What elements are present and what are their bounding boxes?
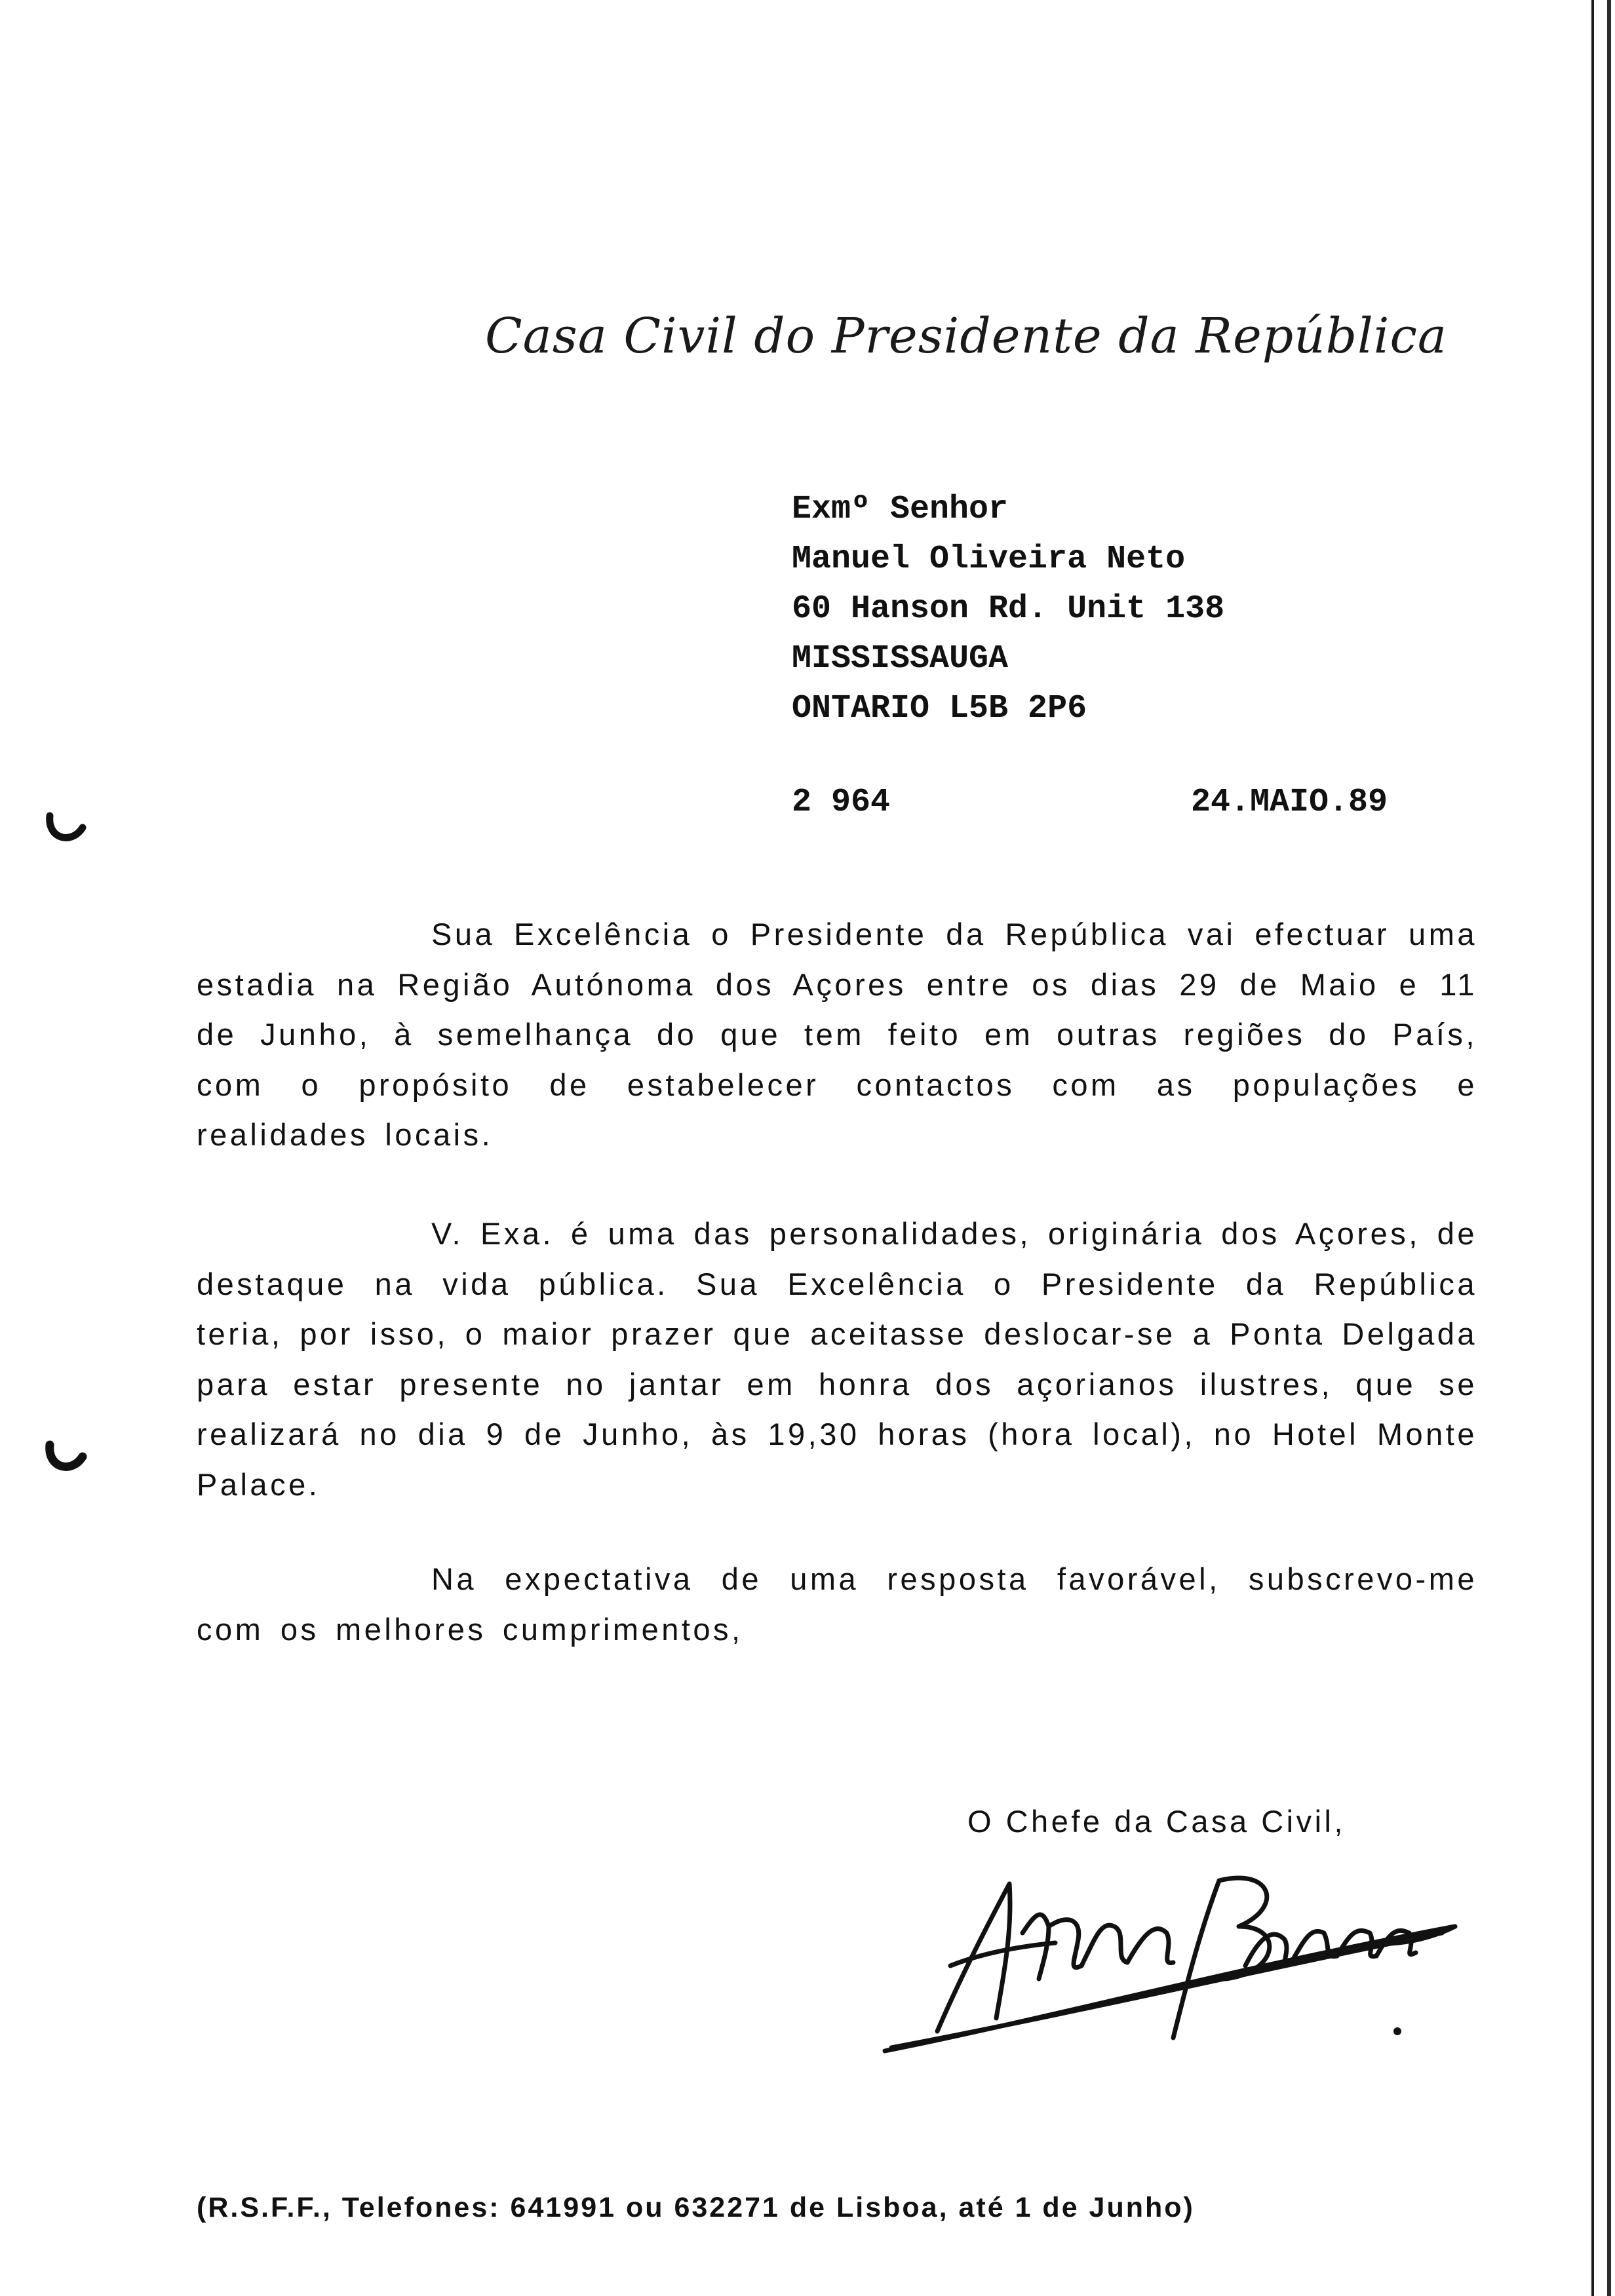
paragraph-1-text: Sua Excelência o Presidente da República vai efectuar uma estadia na Região Autónoma dos Açores entre os dias 29 de Maio e 11 de Junho, à semelhança do que tem feito em outras regiões do País, com o propósito de estabelecer contactos com as populações e realidades locais.	[197, 917, 1477, 1152]
closing-title: O Chefe da Casa Civil,	[967, 1804, 1346, 1839]
recipient-name: Manuel Oliveira Neto	[792, 541, 1186, 578]
letterhead: Casa Civil do Presidente da República	[485, 308, 1448, 364]
recipient-address	[792, 485, 1224, 734]
punch-hole-mark	[42, 1432, 88, 1478]
recipient-province: ONTARIO L5B 2P6	[792, 690, 1087, 727]
paragraph-2	[197, 1209, 1477, 1510]
paragraph-1	[197, 909, 1477, 1160]
recipient-salutation: Exmº Senhor	[792, 491, 1009, 528]
reference-number: 2 964	[792, 784, 891, 821]
paragraph-3	[197, 1554, 1477, 1655]
footer-contact-line: (R.S.F.F., Telefones: 641991 ou 632271 de Lisboa, até 1 de Junho)	[197, 2192, 1195, 2223]
page-edge-shadow	[1607, 0, 1611, 2296]
recipient-city: MISSISSAUGA	[792, 640, 1009, 678]
page-edge-line	[1591, 0, 1594, 2296]
paragraph-3-text: Na expectativa de uma resposta favorável, subscrevo-me com os melhores cumprimentos,	[197, 1561, 1477, 1647]
recipient-street: 60 Hanson Rd. Unit 138	[792, 590, 1225, 628]
handwritten-signature	[852, 1835, 1468, 2057]
paragraph-2-text: V. Exa. é uma das personalidades, originária dos Açores, de destaque na vida pública. Sua Excelência o Presidente da República teria, por isso, o maior prazer que aceitasse deslocar-se a Ponta Delgada para estar presente no jantar em honra dos açorianos ilustres, que se realizará no dia 9 de Junho, às 19,30 horas (hora local), no Hotel Monte Palace.	[197, 1216, 1477, 1502]
punch-hole-mark	[42, 803, 88, 849]
letter-date: 24.MAIO.89	[1191, 784, 1388, 821]
